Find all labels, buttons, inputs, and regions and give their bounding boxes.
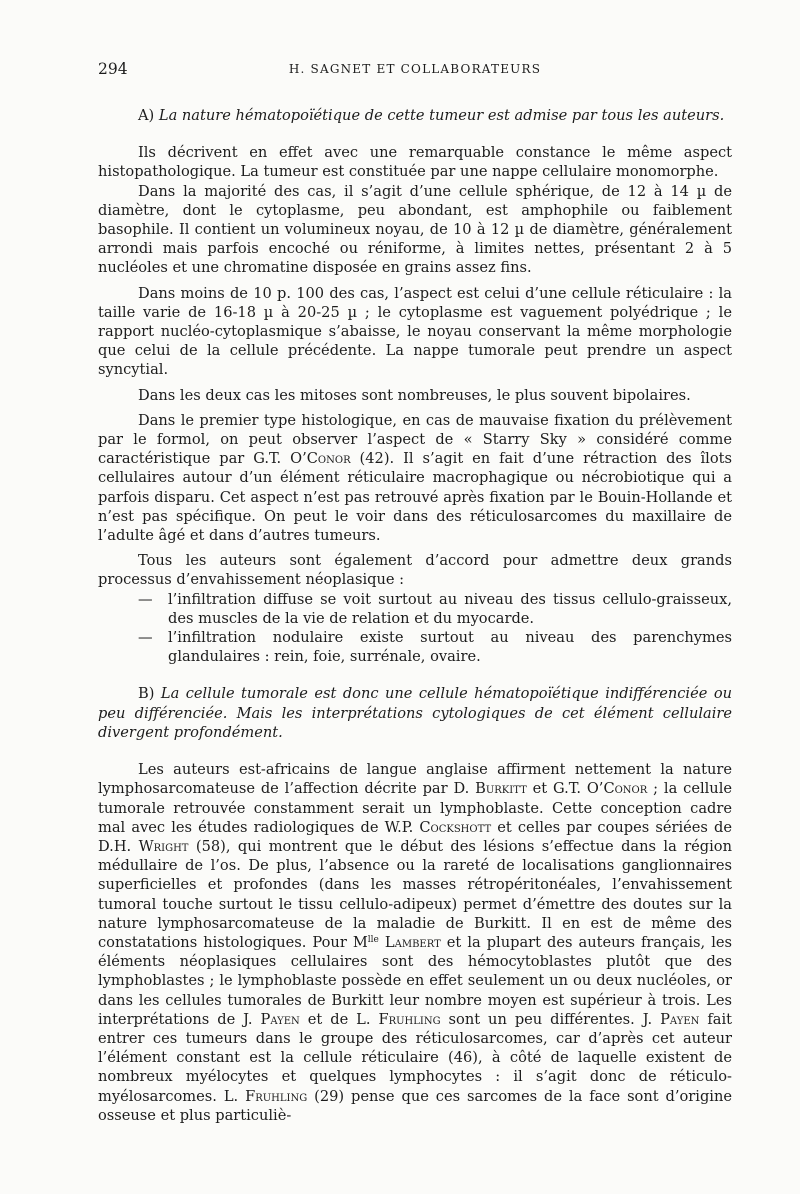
superscript: lle [367,934,379,945]
text-run: et de L. [299,1010,379,1028]
text-run: (29) pense que ces sarcomes de la face sont d’origine osseuse et plus particuliè- [98,1087,732,1124]
author-name: Burkitt [475,780,527,798]
author-name: Fruhling [245,1087,308,1105]
author-name: Payen [260,1010,300,1028]
text-run: ; la cellule tumorale retrouvée constamment serait un lymphoblaste. Cette conception cadre mal avec les études radiologiques de W.P. [98,780,732,836]
author-name: Payen [660,1010,700,1028]
paragraph [98,411,732,545]
section-b-label: B) [138,685,155,703]
section-a-label: A) [138,107,155,124]
paragraph: Dans les deux cas les mitoses sont nombreuses, le plus souvent bipolaires. [138,386,691,404]
paragraph: Tous les auteurs sont également d’accord pour admettre deux grands processus d’envahissement néoplasique : [98,552,732,589]
paragraph [98,760,732,1125]
page-body [98,106,732,1125]
text-run: Dans le premier type histologique, en cas de mauvaise fixation du prélèvement par le formol, on peut observer l’aspect de « Starry Sky » considéré comme caractéristique par G.T. [98,411,732,468]
paragraph: Ils décrivent en effet avec une remarquable constance le même aspect histopathologique. La tumeur est constituée par une nappe cellulaire monomorphe. [98,144,732,181]
text-run: et G.T. [526,780,587,798]
page-number: 294 [98,60,128,78]
author-name: Fruhling [378,1010,441,1028]
author-name: Lambert [384,933,441,951]
author-name: O’Conor [290,450,351,468]
page-header [98,60,732,82]
section-b-heading [98,684,732,742]
author-name: Wright [138,837,189,855]
text-run: fait entrer ces tumeurs dans le groupe des réticulosarcomes, car d’après cet auteur l’élément constant est la cellule réticulaire (46), à côté de laquelle existent de nombreux myélocytes et quelques lymphocytes : il s’agit donc de réticulo-myélosarcomes. L. [98,1010,732,1105]
section-b-title: La cellule tumorale est donc une cellule hématopoïétique indifférenciée ou peu différenciée. Mais les interprétations cytologiques de cet élément cellulaire divergent profondément. [98,685,733,741]
text-run: sont un peu différentes. J. [440,1010,661,1028]
paragraph: Dans moins de 10 p. 100 des cas, l’aspect est celui d’une cellule réticulaire : la taille varie de 16-18 µ à 20-25 µ ; le cytoplasme est vaguement polyédrique ; le rapport nucléo-cytoplasmique s’abaisse, le noyau conservant la même morphologie que celui de la cellule précédente. La nappe tumorale peut prendre un aspect syncytial. [98,284,732,379]
text-run: et la plupart des auteurs français, les éléments néoplasiques cellulaires sont des hémocytoblastes plutôt que des lymphoblastes ; le lymphoblaste possède en effet seulement un ou deux nucléoles, or dans les cellules tumorales de Burkitt leur nombre moyen est supérieur à trois. Les interprétations de J. [98,933,733,1028]
invasion-list [98,590,732,667]
author-name: Cockshott [419,818,492,836]
section-a-heading [98,106,732,125]
author-name: O’Conor [586,780,648,798]
text-run: et celles par coupes sériées de D.H. [98,818,732,855]
section-a-title: La nature hématopoïétique de cette tumeur est admise par tous les auteurs. [158,107,725,124]
running-head: H. SAGNET ET COLLABORATEURS [288,62,542,76]
text-run: Les auteurs est-africains de langue anglaise affirment nettement la nature lymphosarcomateuse de l’affection décrite par D. [98,761,732,798]
text-run: (58), qui montrent que le début des lésions s’effectue dans la région médullaire de l’os. De plus, l’absence ou la rareté de localisations ganglionnaires superficielles et profondes (dans les masses rétropéritonéales, l’envahissement tumoral touche surtout le tissu cellulo-adipeux) permet d’émettre des doutes sur la nature lymphosarcomateuse de la maladie de Burkitt. Il en est de même des constatations histologiques. Pour M [98,837,732,951]
text-run: (42). Il s’agit en fait d’une rétraction des îlots cellulaires autour d’un élément réticulaire macrophagique ou nécrobiotique qui a parfois disparu. Cet aspect n’est pas retrouvé après fixation par le Bouin-Hollande et n’est pas spécifique. On peut le voir dans des réticulosarcomes du maxillaire de l’adulte âgé et dans d’autres tumeurs. [98,450,732,545]
paragraph: Dans la majorité des cas, il s’agit d’une cellule sphérique, de 12 à 14 µ de diamètre, dont le cytoplasme, peu abondant, est amphophile ou faiblement basophile. Il contient un volumineux noyau, de 10 à 12 µ de diamètre, généralement arrondi mais parfois encoché ou réniforme, à limites nettes, présentant 2 à 5 nucléoles et une chromatine disposée en grains assez fins. [98,182,732,277]
list-item: — l’infiltration nodulaire existe surtout au niveau des parenchymes glandulaires : rein, foie, surrénale, ovaire. [138,628,732,666]
list-item: — l’infiltration diffuse se voit surtout au niveau des tissus cellulo-graisseux, des muscles de la vie de relation et du myocarde. [138,590,732,628]
